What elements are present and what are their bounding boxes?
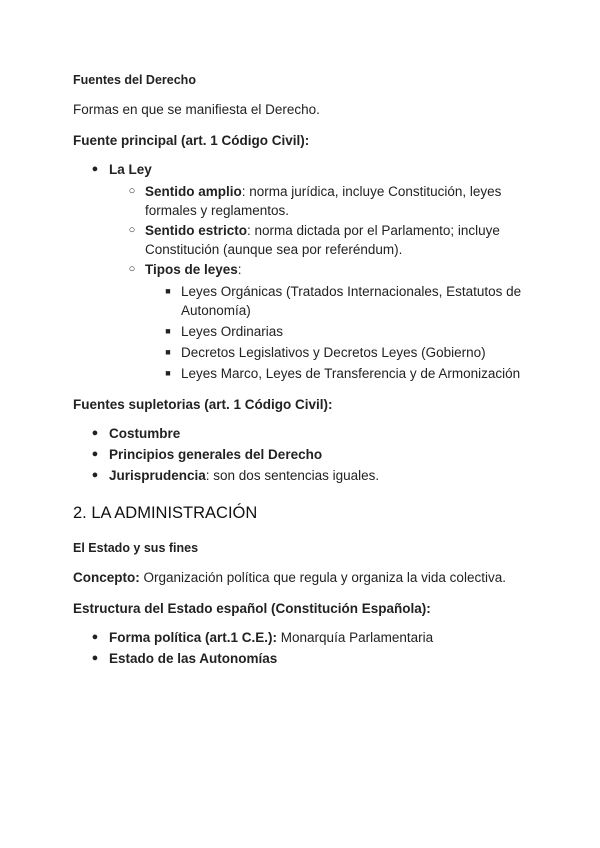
principios-label: Principios generales del Derecho <box>109 447 323 462</box>
disc-bullet-icon: ● <box>91 427 99 439</box>
disc-bullet-icon: ● <box>91 163 99 175</box>
principal-list <box>73 160 543 383</box>
principal-heading: Fuente principal (art. 1 Código Civil): <box>73 133 310 148</box>
list-item-estado-autonomias <box>73 649 543 668</box>
square-bullet-icon: ■ <box>165 326 171 336</box>
tipos-sublist <box>145 282 543 383</box>
disc-bullet-icon: ● <box>91 631 99 643</box>
list-item-sentido-estricto <box>109 221 543 259</box>
list-item-tipo-ley <box>145 322 543 341</box>
list-item-tipo-ley <box>145 343 543 362</box>
jurisprudencia-text: : son dos sentencias iguales. <box>205 468 380 483</box>
section-heading-administracion: 2. LA ADMINISTRACIÓN <box>73 504 258 522</box>
concepto-text: Organización política que regula y organiza la vida colectiva. <box>139 570 506 585</box>
circle-bullet-icon: ○ <box>128 224 136 236</box>
document-page <box>73 72 543 668</box>
tipos-de-leyes-text: : <box>237 262 242 277</box>
tipo-ley-text: Leyes Orgánicas (Tratados Internacionales, Estatutos de Autonomía) <box>181 284 522 318</box>
supletorias-list <box>73 424 543 485</box>
supletorias-heading: Fuentes supletorias (art. 1 Código Civil): <box>73 397 333 412</box>
list-item-costumbre <box>73 424 543 443</box>
costumbre-label: Costumbre <box>109 426 181 441</box>
disc-bullet-icon: ● <box>91 448 99 460</box>
sentido-estricto-text: : norma dictada por el Parlamento; incluye Constitución (aunque sea por referéndum). <box>145 223 500 257</box>
ley-sublist <box>109 182 543 383</box>
disc-bullet-icon: ● <box>91 469 99 481</box>
square-bullet-icon: ■ <box>165 368 171 378</box>
estado-subtitle: El Estado y sus fines <box>73 541 199 555</box>
concepto-paragraph <box>73 568 543 587</box>
list-item-principios <box>73 445 543 464</box>
disc-bullet-icon: ● <box>91 652 99 664</box>
square-bullet-icon: ■ <box>165 347 171 357</box>
tipo-ley-text: Decretos Legislativos y Decretos Leyes (Gobierno) <box>181 345 486 360</box>
sentido-amplio-text: : norma jurídica, incluye Constitución, leyes formales y reglamentos. <box>145 184 502 218</box>
jurisprudencia-label: Jurisprudencia <box>109 468 206 483</box>
circle-bullet-icon: ○ <box>128 185 136 197</box>
list-item-la-ley <box>73 160 543 383</box>
section-title-fuentes: Fuentes del Derecho <box>73 73 196 87</box>
list-item-tipo-ley <box>145 364 543 383</box>
sentido-estricto-label: Sentido estricto <box>145 223 248 238</box>
tipo-ley-text: Leyes Ordinarias <box>181 324 284 339</box>
square-bullet-icon: ■ <box>165 286 171 296</box>
estructura-list <box>73 628 543 668</box>
estado-autonomias-label: Estado de las Autonomías <box>109 651 278 666</box>
tipos-de-leyes-label: Tipos de leyes <box>145 262 238 277</box>
list-item-tipo-ley <box>145 282 543 320</box>
sentido-amplio-label: Sentido amplio <box>145 184 242 199</box>
la-ley-label: La Ley <box>109 162 152 177</box>
concepto-label: Concepto: <box>73 570 140 585</box>
list-item-forma-politica <box>73 628 543 647</box>
tipo-ley-text: Leyes Marco, Leyes de Transferencia y de Armonización <box>181 366 521 381</box>
intro-paragraph: Formas en que se manifiesta el Derecho. <box>73 102 320 117</box>
forma-politica-label: Forma política (art.1 C.E.): <box>109 630 278 645</box>
forma-politica-text: Monarquía Parlamentaria <box>277 630 434 645</box>
list-item-tipos-de-leyes <box>109 260 543 383</box>
list-item-sentido-amplio <box>109 182 543 220</box>
circle-bullet-icon: ○ <box>128 263 136 275</box>
list-item-jurisprudencia <box>73 466 543 485</box>
estructura-heading: Estructura del Estado español (Constitución Española): <box>73 601 431 616</box>
